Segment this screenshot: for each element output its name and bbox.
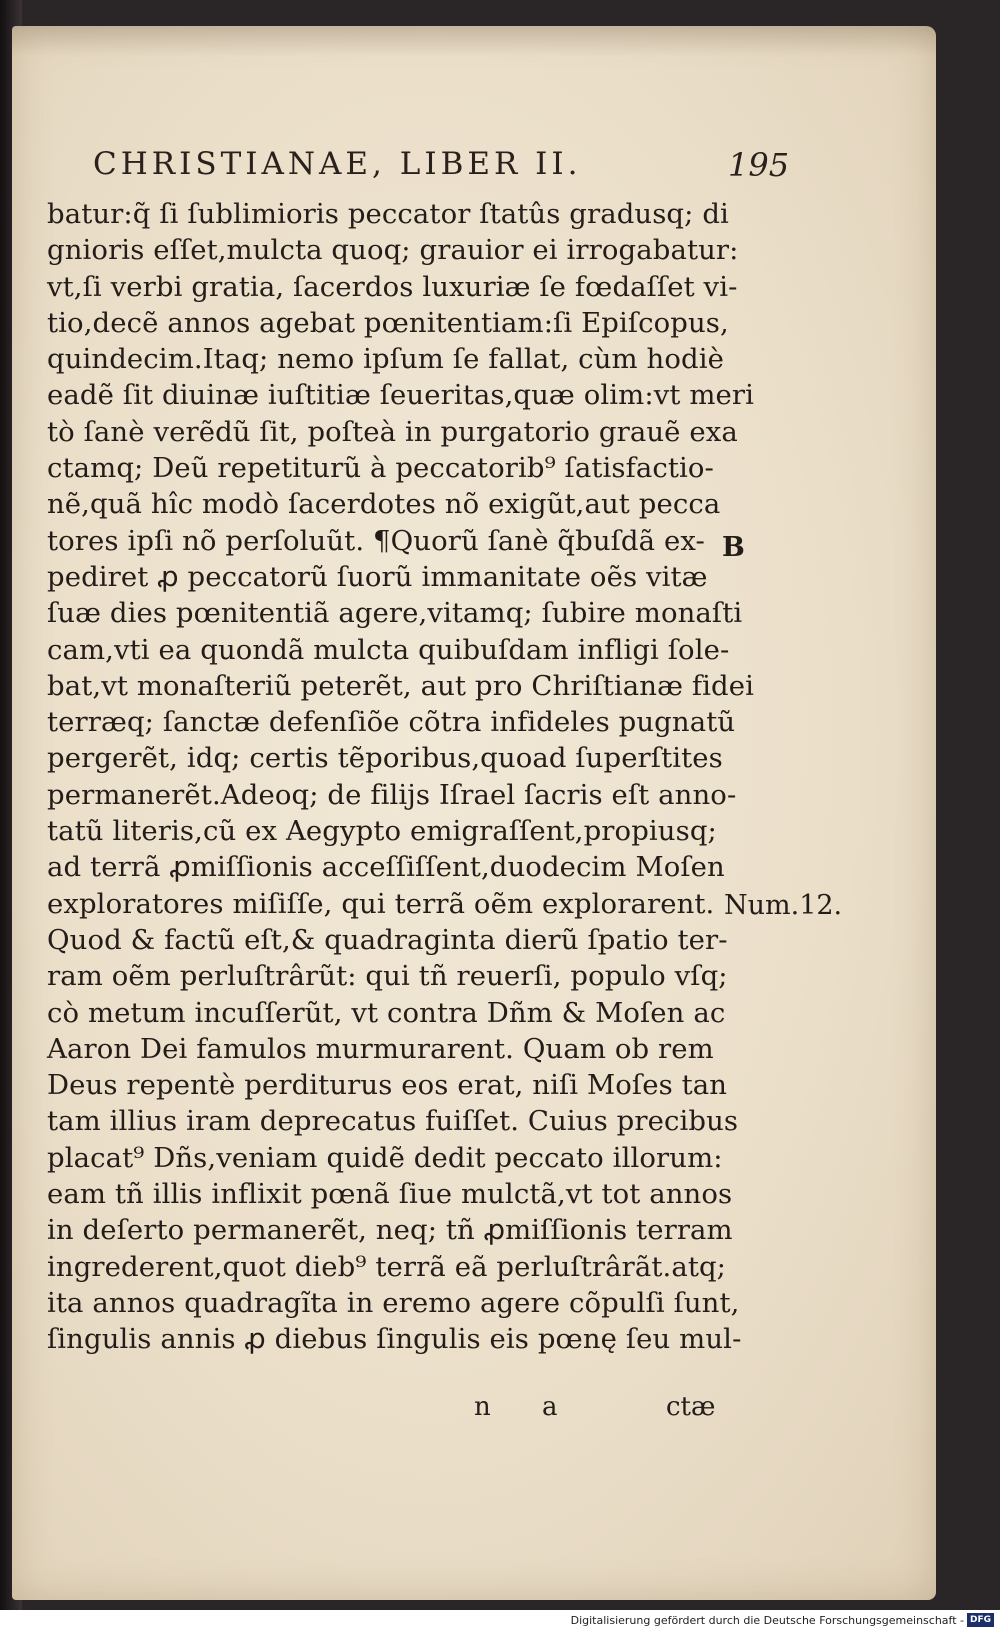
- folio-number: 195: [728, 146, 790, 184]
- text-line: Aaron Dei famulos murmurarent. Quam ob rem: [47, 1032, 714, 1065]
- text-line: ad terrã ꝓmiſſionis acceſſiſſent,duodecim Moſen: [47, 851, 725, 884]
- body-text: [47, 196, 755, 1358]
- margin-note-letter: B: [722, 532, 745, 563]
- text-line: batur:q̃ ſi ſublimioris peccator ſtatûs gradusq; di: [47, 198, 729, 230]
- text-line: ſuæ dies pœnitentiã agere,vitamq; ſubire monaſti: [47, 597, 743, 630]
- text-line: quindecim.Itaq; nemo ipſum ſe fallat, cùm hodiè: [47, 343, 724, 376]
- text-line: tò ſanè verẽdũ ſit, poſteà in purgatorio grauẽ exa: [47, 415, 738, 448]
- dfg-logo-icon: DFG: [967, 1613, 994, 1627]
- text-line: pediret ꝓ peccatorũ ſuorũ immanitate oẽs vitæ: [47, 560, 708, 593]
- digitization-credit: Digitalisierung gefördert durch die Deutsche Forschungsgemeinschaft -: [570, 1614, 964, 1627]
- text-line: ita annos quadragĩta in eremo agere cõpulſi ſunt,: [47, 1286, 740, 1319]
- text-line: tatũ literis,cũ ex Aegypto emigraſſent,propiusq;: [47, 815, 717, 848]
- text-line: ingrederent,quot dieb⁹ terrã eã perluſtrârãt.atq;: [47, 1250, 727, 1283]
- text-line: placat⁹ Dñs,veniam quidẽ dedit peccato illorum:: [47, 1141, 723, 1174]
- text-line: ſingulis annis ꝓ diebus ſingulis eis pœnę ſeu mul-: [47, 1323, 742, 1356]
- signature-mark: a: [542, 1392, 558, 1422]
- page-edge-shadow: [12, 26, 936, 56]
- text-line: tores ipſi nõ perſoluũt. ¶Quorũ ſanè q̃buſdã ex-: [47, 524, 705, 557]
- text-line: vt,ſi verbi gratia, ſacerdos luxuriæ ſe fœdaſſet vi-: [47, 270, 738, 303]
- text-line: cam,vti ea quondã mulcta quibuſdam infligi ſole-: [47, 633, 730, 666]
- text-line: bat,vt monaſteriũ peterẽt, aut pro Chriſtianæ fidei: [47, 669, 755, 702]
- text-line: gnioris eſſet,mulcta quoq; grauior ei irrogabatur:: [47, 234, 739, 267]
- text-line: tam illius iram deprecatus fuiſſet. Cuius precibus: [47, 1105, 739, 1138]
- text-line: Quod & factũ eſt,& quadraginta dierũ ſpatio ter-: [47, 923, 728, 956]
- signature-mark: n: [474, 1392, 491, 1422]
- text-line: terræq; ſanctæ defenſiõe cõtra infideles pugnatũ: [47, 706, 736, 739]
- text-line: cò metum incuſſerũt, vt contra Dñm & Moſen ac: [47, 996, 726, 1029]
- text-line: exploratores miſiſſe, qui terrã oẽm explorarent.: [47, 887, 715, 920]
- text-line: permanerẽt.Adeoq; de filijs Iſrael ſacris eſt anno-: [47, 778, 737, 811]
- text-line: ctamq; Deũ repetiturũ à peccatorib⁹ ſatisfactio-: [47, 452, 714, 485]
- text-line: in deſerto permanerẽt, neq; tñ ꝓmiſſionis terram: [47, 1214, 733, 1247]
- text-line: pergerẽt, idq; certis tẽporibus,quoad ſuperſtites: [47, 742, 723, 775]
- catchword: ctæ: [666, 1392, 716, 1422]
- margin-note-reference: Num.12.: [724, 890, 843, 921]
- text-line: ram oẽm perluſtrârũt: qui tñ reuerſi, populo vſq;: [47, 960, 728, 993]
- running-head: CHRISTIANAE, LIBER II.: [93, 146, 582, 182]
- text-line: Deus repentè perditurus eos erat, niſi Moſes tan: [47, 1069, 728, 1102]
- text-line: eam tñ illis inflixit pœnã ſiue mulctã,vt tot annos: [47, 1178, 733, 1211]
- text-line: nẽ,quã hîc modò ſacerdotes nõ exigũt,aut pecca: [47, 488, 721, 521]
- text-line: eadẽ ſit diuinæ iuſtitiæ ſeueritas,quæ olim:vt meri: [47, 379, 755, 412]
- text-line: tio,decẽ annos agebat pœnitentiam:ſi Epiſcopus,: [47, 306, 729, 339]
